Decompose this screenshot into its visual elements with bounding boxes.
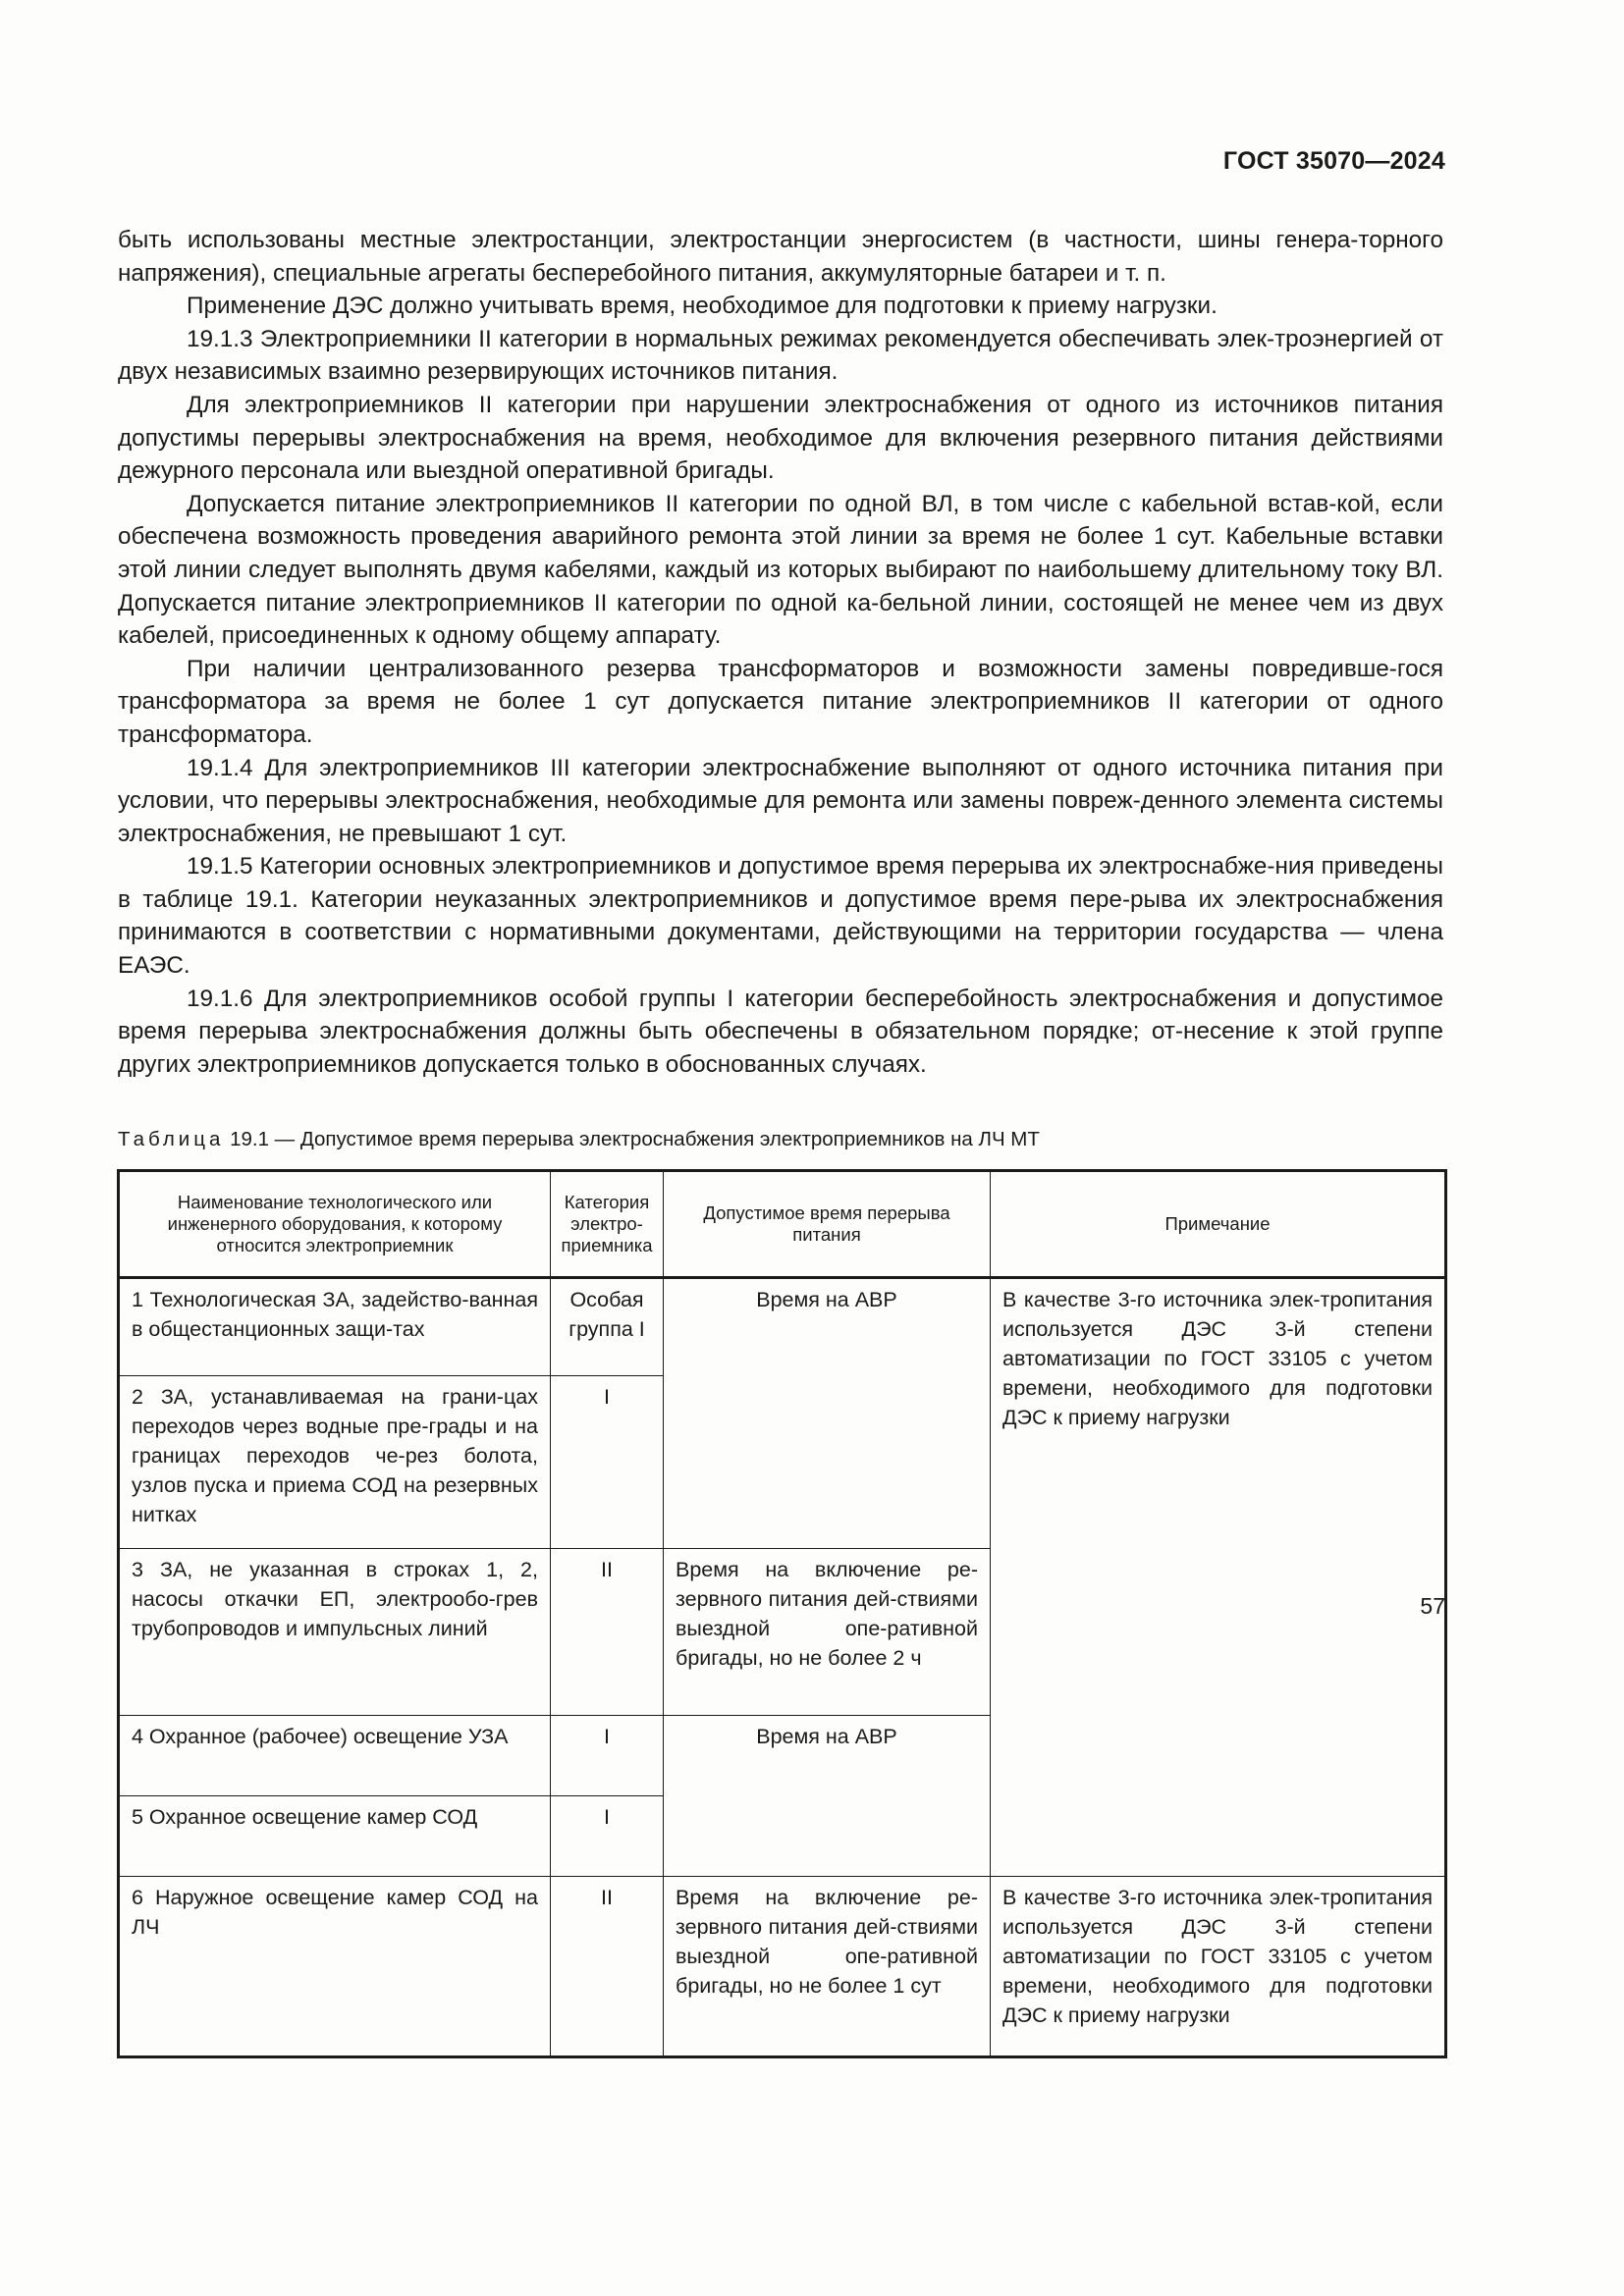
paragraph: 19.1.6 Для электроприемников особой группы I категории бесперебойность электроснабжения и допустимое время перерыва электроснабжения должны быть обеспечены в обязательном порядке; от-несение к этой группе других электроприемников допускается только в обоснованных случаях. [118, 985, 1443, 1078]
cell-category: I [551, 1716, 664, 1796]
cell-category: II [551, 1877, 664, 2057]
paragraph: Для электроприемников II категории при нарушении электроснабжения от одного из источников питания допустимы перерывы электроснабжения на время, необходимое для включения резервного питания действиями дежурного персонала или выездной оперативной бригады. [118, 391, 1443, 485]
header-allowed-time: Допустимое время перерыва питания [664, 1171, 991, 1278]
cell-allowed-time: Время на включение ре-зервного питания дей-ствиями выездной опе-ративной бригады, но не более 2 ч [664, 1549, 991, 1716]
cell-note: В качестве 3-го источника элек-тропитания используется ДЭС 3-й степени автоматизации по ГОСТ 33105 с учетом времени, необходимого для подготовки ДЭС к приему нагрузки [991, 1877, 1446, 2057]
header-category: Категория электро-приемника [551, 1171, 664, 1278]
cell-allowed-time: Время на включение ре-зервного питания дей-ствиями выездной опе-ративной бригады, но не более 1 сут [664, 1877, 991, 2057]
cell-equipment: 3 ЗА, не указанная в строках 1, 2, насосы откачки ЕП, электрообо-грев трубопроводов и импульсных линий [119, 1549, 551, 1716]
cell-equipment: 4 Охранное (рабочее) освещение УЗА [119, 1716, 551, 1796]
table-caption-lead: Таблица [118, 1128, 225, 1150]
cell-category: II [551, 1549, 664, 1716]
table-row [119, 1278, 1446, 1376]
paragraph: 19.1.3 Электроприемники II категории в нормальных режимах рекомендуется обеспечивать элек-троэнергией от двух независимых взаимно резервирующих источников питания. [118, 325, 1443, 386]
body-text [118, 224, 1443, 1081]
cell-equipment: 2 ЗА, устанавливаемая на грани-цах переходов через водные пре-грады и на границах переходов че-рез болота, узлов пуска и приема СОД на резервных нитках [119, 1376, 551, 1549]
table-caption-text: 19.1 — Допустимое время перерыва электроснабжения электроприемников на ЛЧ МТ [224, 1128, 1040, 1150]
header-note: Примечание [991, 1171, 1446, 1278]
cell-equipment: 6 Наружное освещение камер СОД на ЛЧ [119, 1877, 551, 2057]
table-caption [118, 1128, 1443, 1151]
power-interruption-table [117, 1169, 1447, 2058]
table-header-row [119, 1171, 1446, 1278]
paragraph: При наличии централизованного резерва трансформаторов и возможности замены повредивше-гося трансформатора за время не более 1 сут допускается питание электроприемников II категории от одного трансформатора. [118, 655, 1443, 748]
header-equipment: Наименование технологического или инженерного оборудования, к которому относится электроприемник [119, 1171, 551, 1278]
document-number-header: ГОСТ 35070—2024 [1222, 147, 1445, 175]
paragraph: Применение ДЭС должно учитывать время, необходимое для подготовки к приему нагрузки. [187, 293, 1218, 320]
cell-category: Особая группа I [551, 1278, 664, 1376]
page-number: 57 [1420, 1593, 1445, 1619]
paragraph: Допускается питание электроприемников II категории по одной ВЛ, в том числе с кабельной встав-кой, если обеспечена возможность проведения аварийного ремонта этой линии за время не более 1 сут. Кабельные вставки этой линии следует выполнять двумя кабелями, каждый из которых выбирают по наибольшему длительному току ВЛ. Допускается питание электроприемников II категории по одной ка-бельной линии, состоящей не менее чем из двух кабелей, присоединенных к одному общему аппарату. [118, 490, 1443, 650]
paragraph: 19.1.5 Категории основных электроприемников и допустимое время перерыва их электроснабже-ния приведены в таблице 19.1. Категории неуказанных электроприемников и допустимое время пере-рыва их электроснабжения принимаются в соответствии с нормативными документами, действующими на территории государства — члена ЕАЭС. [118, 853, 1443, 980]
cell-category: I [551, 1376, 664, 1549]
cell-equipment: 5 Охранное освещение камер СОД [119, 1796, 551, 1877]
cell-note: В качестве 3-го источника элек-тропитания используется ДЭС 3-й степени автоматизации по ГОСТ 33105 с учетом времени, необходимого для подготовки ДЭС к приему нагрузки [991, 1278, 1446, 1877]
cell-allowed-time: Время на АВР [664, 1716, 991, 1877]
paragraph: быть использованы местные электростанции, электростанции энергосистем (в частности, шины генера-торного напряжения), специальные агрегаты бесперебойного питания, аккумуляторные батареи и т. п. [118, 227, 1443, 287]
paragraph: 19.1.4 Для электроприемников III категории электроснабжение выполняют от одного источника питания при условии, что перерывы электроснабжения, необходимые для ремонта или замены повреж-денного элемента системы электроснабжения, не превышают 1 сут. [118, 754, 1443, 847]
cell-category: I [551, 1796, 664, 1877]
table-row [119, 1877, 1446, 2057]
cell-allowed-time: Время на АВР [664, 1278, 991, 1549]
cell-equipment: 1 Технологическая ЗА, задейство-ванная в общестанционных защи-тах [119, 1278, 551, 1376]
